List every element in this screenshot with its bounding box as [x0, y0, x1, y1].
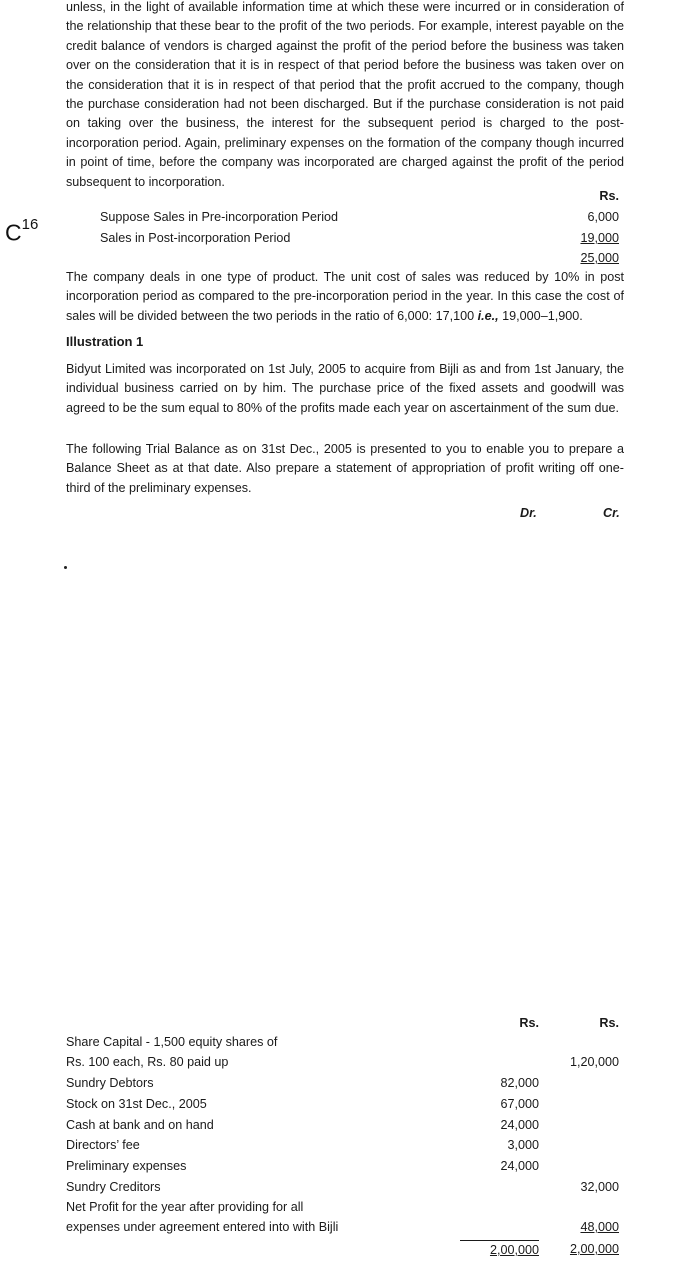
sales-total: 25,000 [580, 251, 619, 265]
row-share-capital-line1: Share Capital - 1,500 equity shares of [66, 1035, 278, 1049]
row-sundry-debtors-dr: 82,000 [500, 1076, 539, 1090]
row-net-profit-line1: Net Profit for the year after providing for all [66, 1200, 304, 1214]
row-directors-fee: Directors’ fee [66, 1138, 140, 1152]
page-marker-badge [5, 214, 38, 247]
dr-header: Dr. [520, 506, 537, 520]
row-share-capital-cr: 1,20,000 [569, 1055, 619, 1069]
row-preliminary-expenses-dr: 24,000 [500, 1159, 539, 1173]
row-sundry-creditors-cr: 32,000 [580, 1180, 619, 1194]
cost-text-after: 19,000–1,900. [498, 308, 583, 323]
cr-currency: Rs. [599, 1016, 619, 1030]
row-preliminary-expenses: Preliminary expenses [66, 1159, 187, 1173]
row-stock-dr: 67,000 [500, 1097, 539, 1111]
illustration-paragraph-2: The following Trial Balance as on 31st Dec., 2005 is presented to you to enable you to prepare a Balance Sheet as at that date. Also prepare a statement of appropriation of profit writing off one-third of the preliminary expenses. [66, 442, 624, 495]
row-share-capital-line2: Rs. 100 each, Rs. 80 paid up [66, 1055, 229, 1069]
cost-text-before: The company deals in one type of product. The unit cost of sales was reduced by 10% in post incorporation period as compared to the pre-incorporation period in the year. In this case the cost of sales will be divided between the two periods in the ratio of 6,000: 17,100 [66, 270, 624, 323]
row-sundry-debtors: Sundry Debtors [66, 1076, 154, 1090]
sales-post-value: 19,000 [580, 231, 619, 245]
cr-total: 2,00,000 [569, 1242, 619, 1256]
cr-header: Cr. [603, 506, 620, 520]
row-stock: Stock on 31st Dec., 2005 [66, 1097, 207, 1111]
row-directors-fee-dr: 3,000 [507, 1138, 539, 1152]
row-cash: Cash at bank and on hand [66, 1118, 214, 1132]
cost-paragraph [66, 268, 624, 326]
illustration-paragraph-1: Bidyut Limited was incorporated on 1st July, 2005 to acquire from Bijli as and from 1st January, the individual business carried on by him. The purchase price of the fixed assets and goodwill was agreed to be the sum equal to 80% of the profits made each year on ascertainment of the sum due. [66, 362, 624, 415]
illustration-heading: Illustration 1 [66, 334, 144, 349]
stray-dot [64, 566, 67, 569]
sales-pre-label: Suppose Sales in Pre-incorporation Period [100, 210, 339, 224]
cost-emphasis: i.e., [477, 308, 499, 323]
row-net-profit-line2: expenses under agreement entered into with Bijli [66, 1220, 339, 1234]
row-sundry-creditors: Sundry Creditors [66, 1180, 161, 1194]
row-cash-dr: 24,000 [500, 1118, 539, 1132]
badge-number: 16 [21, 216, 39, 233]
dr-total: 2,00,000 [460, 1240, 539, 1260]
row-net-profit-cr: 48,000 [580, 1220, 619, 1234]
intro-paragraph: unless, in the light of available information time at which these were incurred or in consideration of the relationship that these bear to the profit of the two periods. For example, interest payable on the credit balance of vendors is charged against the profit of the period before the business was taken over on the consideration that it is in respect of that period before the business was taken over on the consideration that it is in respect of that period that the profit accrued to the company, though the purchase consideration had not been discharged. But if the purchase consideration is not paid on taking over the business, the interest for the subsequent period is charged to the post-incorporation period. Again, preliminary expenses on the formation of the company though incurred in point of time, before the company was incorporated are charged against the profit of the period subsequent to incorporation. [66, 0, 624, 189]
sales-pre-value: 6,000 [587, 210, 619, 224]
dr-currency: Rs. [519, 1016, 539, 1030]
sales-post-label: Sales in Post-incorporation Period [100, 231, 291, 245]
badge-letter: C [5, 219, 22, 246]
sales-currency-header: Rs. [599, 189, 619, 203]
